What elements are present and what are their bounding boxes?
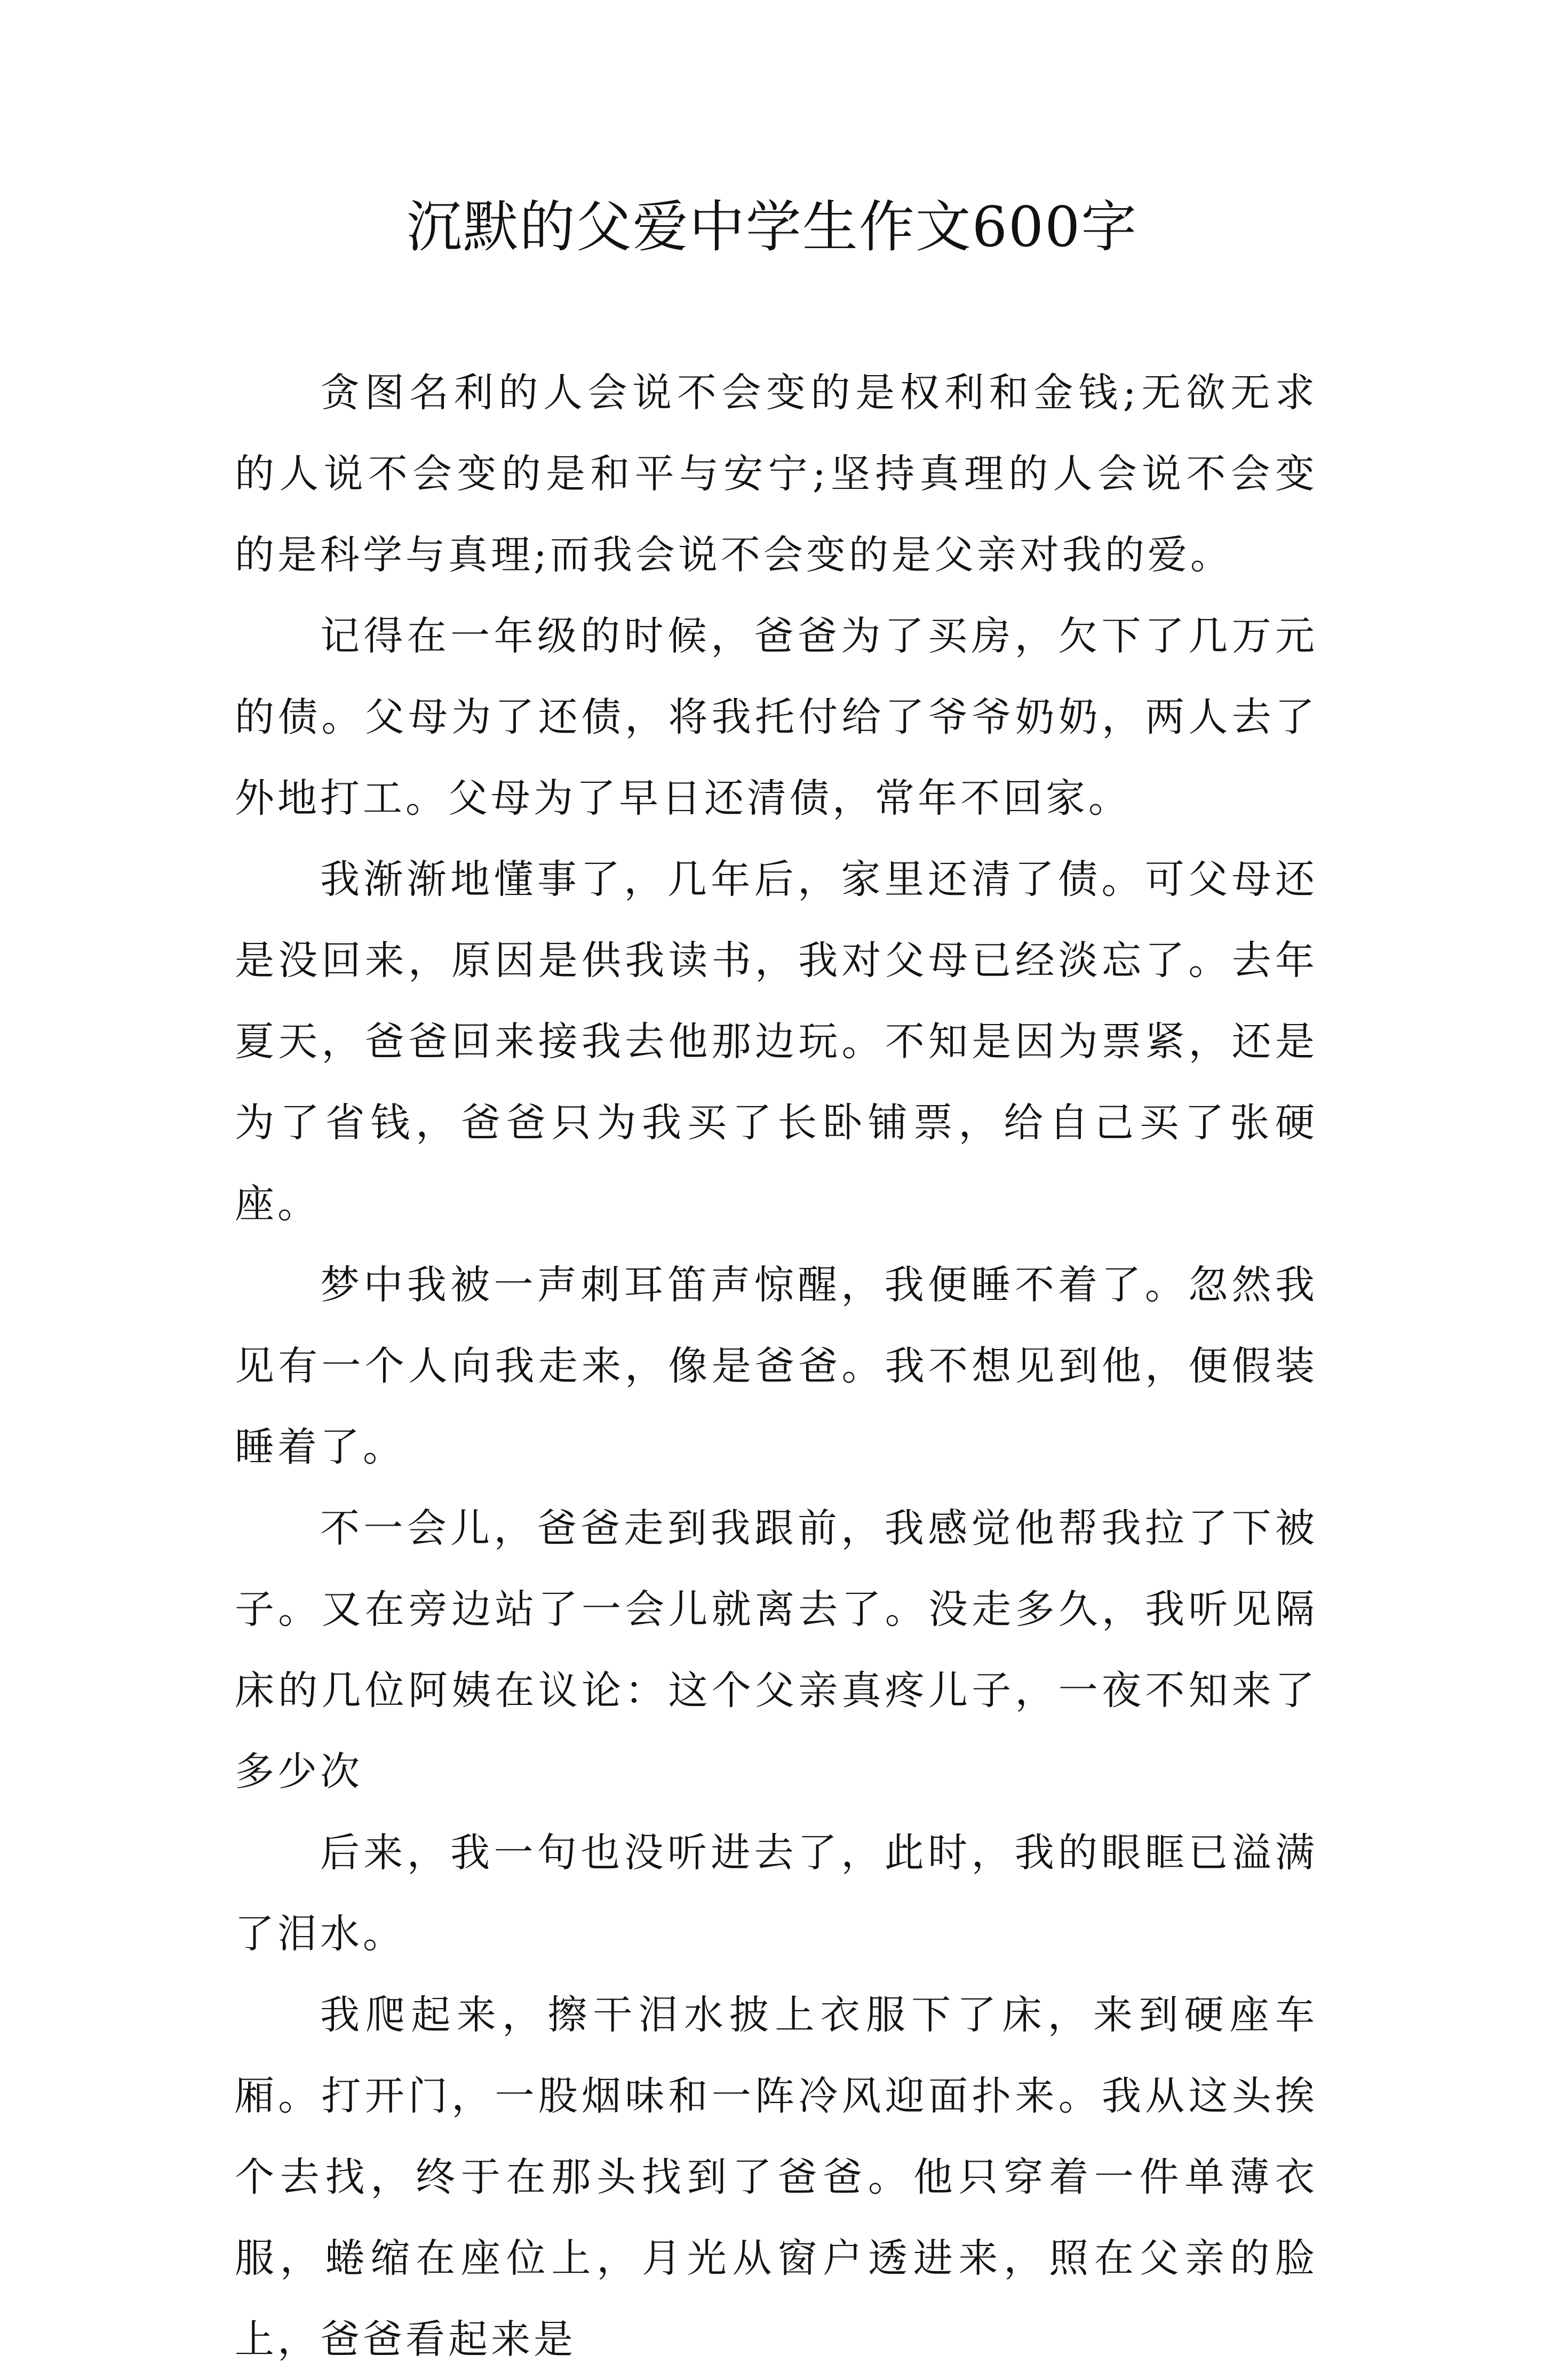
paragraph: 贪图名利的人会说不会变的是权利和金钱;无欲无求的人说不会变的是和平与安宁;坚持真理的人会说不会变的是科学与真理;而我会说不会变的是父亲对我的爱。 (235, 370, 1318, 578)
paragraph: 后来，我一句也没听进去了，此时，我的眼眶已溢满了泪水。 (235, 1830, 1318, 1957)
paragraph: 我渐渐地懂事了，几年后，家里还清了债。可父母还是没回来，原因是供我读书，我对父母已经淡忘了。去年夏天，爸爸回来接我去他那边玩。不知是因为票紧，还是为了省钱，爸爸只为我买了长卧铺票，给自己买了张硬座。 (235, 856, 1318, 1227)
paragraph: 不一会儿，爸爸走到我跟前，我感觉他帮我拉了下被子。又在旁边站了一会儿就离去了。没走多久，我听见隔床的几位阿姨在议论：这个父亲真疼儿子，一夜不知来了多少次 (235, 1505, 1318, 1795)
document-body (235, 352, 1318, 2380)
paragraph: 梦中我被一声刺耳笛声惊醒，我便睡不着了。忽然我见有一个人向我走来，像是爸爸。我不想见到他，便假装睡着了。 (235, 1262, 1318, 1470)
paragraph: 记得在一年级的时候，爸爸为了买房，欠下了几万元的债。父母为了还债，将我托付给了爷爷奶奶，两人去了外地打工。父母为了早日还清债，常年不回家。 (235, 613, 1318, 821)
paragraph: 我爬起来，擦干泪水披上衣服下了床，来到硬座车厢。打开门，一股烟味和一阵冷风迎面扑来。我从这头挨个去找，终于在那头找到了爸爸。他只穿着一件单薄衣服，蜷缩在座位上，月光从窗户透进来，照在父亲的脸上，爸爸看起来是 (235, 1992, 1318, 2362)
document-title: 沉默的父爱中学生作文600字 (406, 194, 1138, 259)
